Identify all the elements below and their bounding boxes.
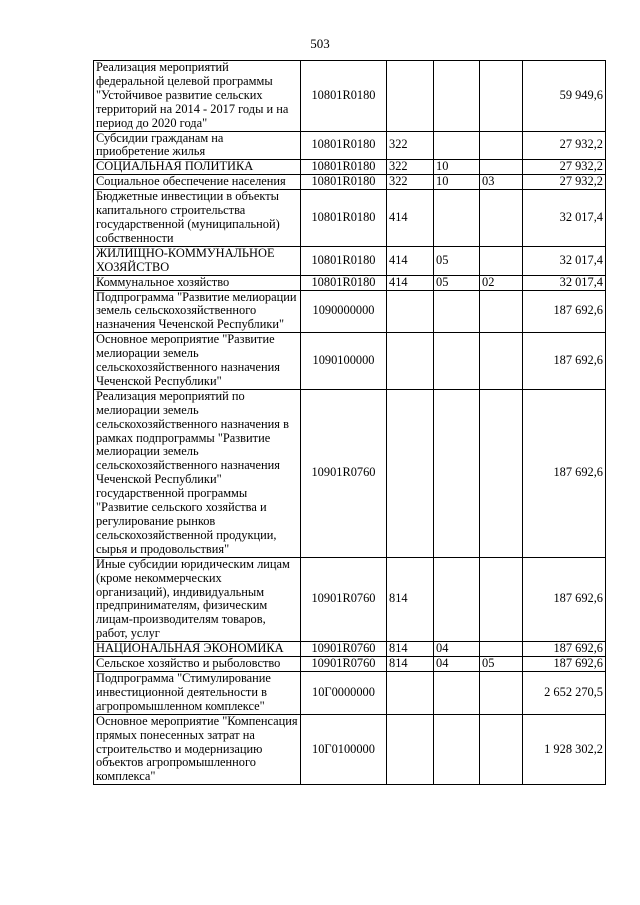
row-amount-cell: 27 932,2 xyxy=(523,175,606,190)
row-name-cell: Коммунальное хозяйство xyxy=(94,275,301,290)
row-subsection-cell xyxy=(480,333,523,390)
row-expense-type-cell: 814 xyxy=(387,642,434,657)
row-code-cell: 10901R0760 xyxy=(301,389,387,557)
row-name-cell: Подпрограмма "Стимулирование инвестиционной деятельности в агропромышленном комплексе" xyxy=(94,671,301,714)
row-expense-type-cell: 414 xyxy=(387,190,434,247)
table-row xyxy=(94,714,606,785)
row-code-cell: 10801R0180 xyxy=(301,160,387,175)
row-code-cell: 10801R0180 xyxy=(301,275,387,290)
row-name-cell: НАЦИОНАЛЬНАЯ ЭКОНОМИКА xyxy=(94,642,301,657)
table-body xyxy=(94,61,606,785)
row-subsection-cell xyxy=(480,61,523,132)
row-subsection-cell xyxy=(480,131,523,160)
table-row xyxy=(94,642,606,657)
table-row xyxy=(94,333,606,390)
page-number: 503 xyxy=(310,36,330,51)
row-subsection-cell xyxy=(480,190,523,247)
row-expense-type-cell xyxy=(387,61,434,132)
row-name-cell: Основное мероприятие "Развитие мелиорации земель сельскохозяйственного назначения Чеченской Республики" xyxy=(94,333,301,390)
row-name-cell: СОЦИАЛЬНАЯ ПОЛИТИКА xyxy=(94,160,301,175)
row-amount-cell: 2 652 270,5 xyxy=(523,671,606,714)
row-amount-cell: 187 692,6 xyxy=(523,333,606,390)
table-row xyxy=(94,557,606,641)
row-subsection-cell: 02 xyxy=(480,275,523,290)
row-expense-type-cell xyxy=(387,389,434,557)
row-section-cell: 10 xyxy=(434,175,480,190)
row-expense-type-cell: 322 xyxy=(387,160,434,175)
row-section-cell xyxy=(434,131,480,160)
row-subsection-cell xyxy=(480,160,523,175)
table-row xyxy=(94,657,606,672)
row-code-cell: 10801R0180 xyxy=(301,190,387,247)
row-amount-cell: 32 017,4 xyxy=(523,275,606,290)
row-subsection-cell xyxy=(480,290,523,333)
row-amount-cell: 187 692,6 xyxy=(523,389,606,557)
table-row xyxy=(94,389,606,557)
row-section-cell xyxy=(434,714,480,785)
row-section-cell: 05 xyxy=(434,275,480,290)
row-amount-cell: 32 017,4 xyxy=(523,246,606,275)
row-code-cell: 10801R0180 xyxy=(301,61,387,132)
table-row xyxy=(94,131,606,160)
row-code-cell: 10801R0180 xyxy=(301,246,387,275)
row-section-cell xyxy=(434,61,480,132)
row-amount-cell: 187 692,6 xyxy=(523,557,606,641)
row-code-cell: 10801R0180 xyxy=(301,131,387,160)
row-expense-type-cell xyxy=(387,671,434,714)
row-expense-type-cell: 814 xyxy=(387,657,434,672)
row-section-cell: 10 xyxy=(434,160,480,175)
table-row xyxy=(94,61,606,132)
row-amount-cell: 187 692,6 xyxy=(523,642,606,657)
row-name-cell: Подпрограмма "Развитие мелиорации земель сельскохозяйственного назначения Чеченской Республики" xyxy=(94,290,301,333)
row-subsection-cell xyxy=(480,714,523,785)
row-section-cell xyxy=(434,557,480,641)
table-row xyxy=(94,175,606,190)
row-name-cell: Основное мероприятие "Компенсация прямых понесенных затрат на строительство и модернизацию объектов агропромышленного комплекса" xyxy=(94,714,301,785)
table-row xyxy=(94,290,606,333)
row-section-cell xyxy=(434,671,480,714)
row-subsection-cell xyxy=(480,557,523,641)
row-amount-cell: 27 932,2 xyxy=(523,160,606,175)
table-row xyxy=(94,160,606,175)
row-amount-cell: 187 692,6 xyxy=(523,657,606,672)
row-name-cell: Реализация мероприятий федеральной целевой программы "Устойчивое развитие сельских территорий на 2014 - 2017 годы и на период до 2020 года" xyxy=(94,61,301,132)
row-name-cell: Бюджетные инвестиции в объекты капитального строительства государственной (муниципальной) собственности xyxy=(94,190,301,247)
row-expense-type-cell xyxy=(387,714,434,785)
row-code-cell: 1090100000 xyxy=(301,333,387,390)
row-subsection-cell: 05 xyxy=(480,657,523,672)
row-amount-cell: 59 949,6 xyxy=(523,61,606,132)
row-name-cell: Реализация мероприятий по мелиорации земель сельскохозяйственного назначения в рамках подпрограммы "Развитие мелиорации земель сельскохозяйственного назначения Чеченской Республики" государственной программы "Развитие сельского хозяйства и регулирование рынков сельскохозяйственной продукции, сырья и продовольствия" xyxy=(94,389,301,557)
row-section-cell xyxy=(434,389,480,557)
row-subsection-cell xyxy=(480,671,523,714)
row-subsection-cell xyxy=(480,642,523,657)
row-code-cell: 10901R0760 xyxy=(301,642,387,657)
row-expense-type-cell: 814 xyxy=(387,557,434,641)
row-expense-type-cell: 414 xyxy=(387,275,434,290)
row-code-cell: 10901R0760 xyxy=(301,557,387,641)
row-section-cell xyxy=(434,190,480,247)
row-name-cell: Сельское хозяйство и рыболовство xyxy=(94,657,301,672)
row-subsection-cell xyxy=(480,246,523,275)
row-amount-cell: 32 017,4 xyxy=(523,190,606,247)
table-row xyxy=(94,246,606,275)
row-code-cell: 10Г0100000 xyxy=(301,714,387,785)
row-amount-cell: 1 928 302,2 xyxy=(523,714,606,785)
row-name-cell: Субсидии гражданам на приобретение жилья xyxy=(94,131,301,160)
row-expense-type-cell xyxy=(387,290,434,333)
table-row xyxy=(94,190,606,247)
row-section-cell: 05 xyxy=(434,246,480,275)
row-name-cell: Иные субсидии юридическим лицам (кроме некоммерческих организаций), индивидуальным предпринимателям, физическим лицам-производителям товаров, работ, услуг xyxy=(94,557,301,641)
row-subsection-cell xyxy=(480,389,523,557)
table-row xyxy=(94,275,606,290)
row-name-cell: ЖИЛИЩНО-КОММУНАЛЬНОЕ ХОЗЯЙСТВО xyxy=(94,246,301,275)
row-subsection-cell: 03 xyxy=(480,175,523,190)
row-expense-type-cell: 414 xyxy=(387,246,434,275)
row-name-cell: Социальное обеспечение населения xyxy=(94,175,301,190)
row-section-cell xyxy=(434,290,480,333)
table-row xyxy=(94,671,606,714)
row-expense-type-cell xyxy=(387,333,434,390)
row-expense-type-cell: 322 xyxy=(387,131,434,160)
row-code-cell: 10801R0180 xyxy=(301,175,387,190)
row-code-cell: 1090000000 xyxy=(301,290,387,333)
budget-table xyxy=(93,60,606,785)
row-code-cell: 10901R0760 xyxy=(301,657,387,672)
row-code-cell: 10Г0000000 xyxy=(301,671,387,714)
row-amount-cell: 27 932,2 xyxy=(523,131,606,160)
row-section-cell: 04 xyxy=(434,657,480,672)
row-expense-type-cell: 322 xyxy=(387,175,434,190)
row-section-cell: 04 xyxy=(434,642,480,657)
row-section-cell xyxy=(434,333,480,390)
row-amount-cell: 187 692,6 xyxy=(523,290,606,333)
